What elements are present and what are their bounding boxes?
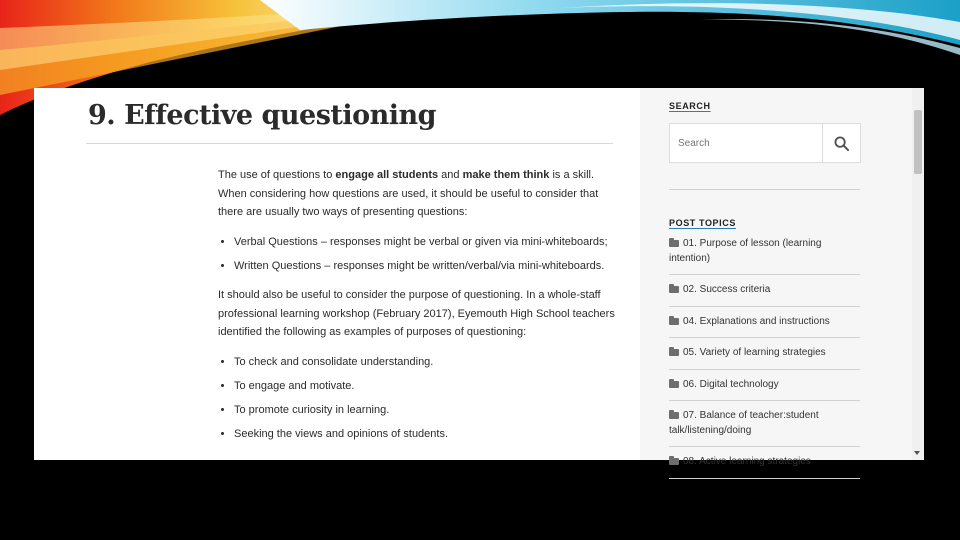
scroll-down-arrow-icon[interactable] <box>914 451 920 455</box>
search-form <box>669 123 861 163</box>
title-divider <box>86 143 613 144</box>
folder-icon <box>669 318 679 325</box>
sidebar-divider <box>669 189 860 190</box>
folder-icon <box>669 381 679 388</box>
sidebar <box>640 88 912 467</box>
intro-text: and <box>438 169 463 181</box>
scrollbar-thumb[interactable] <box>914 110 922 174</box>
browser-screenshot <box>34 88 924 467</box>
topic-label: 04. Explanations and instructions <box>683 315 830 327</box>
folder-icon <box>669 240 679 247</box>
article-body <box>218 166 618 454</box>
search-heading: SEARCH <box>669 101 711 111</box>
post-topics-heading: POST TOPICS <box>669 218 736 228</box>
topic-label: 01. Purpose of lesson (learning intention) <box>669 238 822 264</box>
list-item: • Written Questions – responses might be written/verbal/via mini-whiteboards. <box>234 257 618 276</box>
topic-label: 07. Balance of teacher:student talk/listening/doing <box>669 410 819 436</box>
search-icon <box>834 136 849 151</box>
intro-bold-text: make them think <box>462 169 550 181</box>
topic-label: 05. Variety of learning strategies <box>683 347 826 358</box>
list-item: • To check and consolidate understanding. <box>234 353 618 372</box>
post-topics-list <box>669 237 860 487</box>
intro-text: The use of questions to <box>218 169 336 181</box>
article-area <box>34 88 640 460</box>
folder-icon <box>669 458 679 465</box>
search-button[interactable] <box>822 124 860 162</box>
folder-icon <box>669 286 679 293</box>
topic-link[interactable] <box>669 378 860 402</box>
intro-paragraph <box>218 166 618 222</box>
purpose-paragraph: It should also be useful to consider the purpose of questioning. In a whole-staff professional learning workshop (February 2017), Eyemouth High School teachers identified the following as examples of purposes of questioning: <box>218 289 615 338</box>
folder-icon <box>669 412 679 419</box>
search-input[interactable] <box>678 133 808 153</box>
list-item: • Seeking the views and opinions of students. <box>234 425 618 444</box>
topic-link[interactable] <box>669 346 860 370</box>
topic-label: 02. Success criteria <box>683 284 771 295</box>
vertical-scrollbar[interactable] <box>912 88 924 460</box>
topic-label: 08. Active learning strategies <box>683 456 811 467</box>
topic-link[interactable] <box>669 237 860 275</box>
topic-label: 06. Digital technology <box>683 378 779 390</box>
purposes-list <box>218 353 618 444</box>
topic-link[interactable] <box>669 455 860 479</box>
question-ways-list <box>218 233 618 276</box>
list-item: • To engage and motivate. <box>234 377 618 396</box>
intro-bold-text: engage all students <box>335 169 439 181</box>
list-item: • Verbal Questions – responses might be verbal or given via mini-whiteboards; <box>234 233 618 252</box>
topic-link[interactable] <box>669 283 860 307</box>
intro-text: is a skill. When considering how questions are used, it should be useful to consider that there are usually two ways of presenting questions: <box>218 169 599 218</box>
topic-link[interactable] <box>669 409 860 447</box>
topic-link[interactable] <box>669 315 860 339</box>
list-item: • To promote curiosity in learning. <box>234 401 618 420</box>
page-title: 9. Effective questioning <box>88 100 437 131</box>
folder-icon <box>669 349 679 356</box>
